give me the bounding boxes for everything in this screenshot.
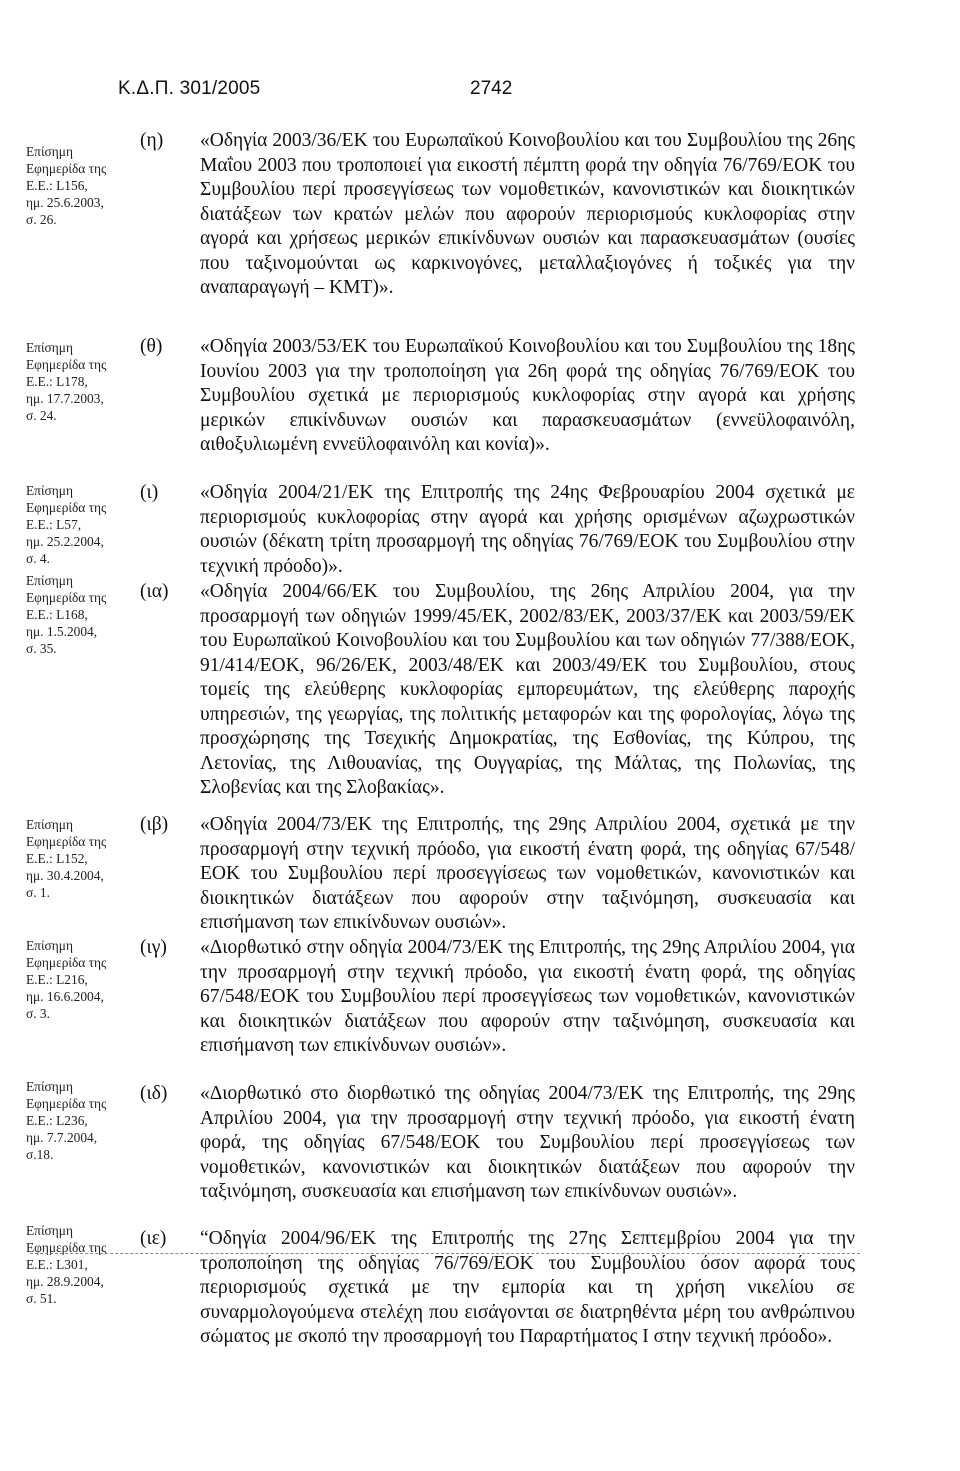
item-label: (ια): [140, 581, 169, 602]
margin-note-line: Ε.Ε.: L152,: [26, 851, 88, 866]
list-item: [140, 335, 855, 458]
list-item: [140, 580, 855, 801]
margin-note: [26, 143, 126, 228]
margin-note-line: σ. 1.: [26, 885, 50, 900]
margin-note-line: ημ. 25.2.2004,: [26, 534, 104, 549]
item-text: «Οδηγία 2003/36/ΕΚ του Ευρωπαϊκού Κοινοβουλίου και του Συμβουλίου της 26ης Μαΐου 2003 που τροποποιεί για εικοστή πέμπτη φορά την οδηγία 76/769/ΕΟΚ του Συμβουλίου περί προσεγγίσεως των νομοθετικών, κανονιστικών και διοικητικών διατάξεων των κρατών μελών που αφορούν περιορισμούς κυκλοφορίας στην αγορά και χρήσεως μερικών επικίνδυνων ουσιών και παρασκευασμάτων (ουσίες που ταξινομούνται ως καρκινογόνες, μεταλλαξιογόνες ή τοξικές για την αναπαραγωγή – ΚΜΤ)».: [200, 130, 855, 298]
margin-note-line: σ. 24.: [26, 408, 57, 423]
item-label: (θ): [140, 336, 163, 357]
list-item: [140, 481, 855, 579]
page-number: 2742: [470, 78, 513, 99]
item-text: “Οδηγία 2004/96/ΕΚ της Επιτροπής της 27ης Σεπτεμβρίου 2004 για την τροποποίηση της οδηγίας 76/769/ΕΟΚ του Συμβουλίου όσον αφορά τους περιορισμούς σχετικά με την εμπορία και τη χρήση νικελίου σε συναρμολογούμενα στελέχη που εισάγονται σε διατρηθέντα μέρη του ανθρώπινου σώματος με σκοπό την προσαρμογή του Παραρτήματος Ι στην τεχνική πρόοδο».: [200, 1228, 855, 1347]
item-label: (ιδ): [140, 1083, 168, 1104]
list-item: [140, 129, 855, 301]
list-item: [140, 813, 855, 936]
margin-note-line: Επίσημη: [26, 340, 73, 355]
margin-note-line: Επίσημη: [26, 817, 73, 832]
margin-note-line: σ.18.: [26, 1147, 54, 1162]
margin-note-line: ημ. 25.6.2003,: [26, 195, 104, 210]
item-label: (ιγ): [140, 937, 167, 958]
margin-note-line: Ε.Ε.: L156,: [26, 178, 88, 193]
margin-note-line: Επίσημη: [26, 573, 73, 588]
item-text: «Οδηγία 2004/73/ΕΚ της Επιτροπής, της 29ης Απριλίου 2004, σχετικά με την προσαρμογή στην τεχνική πρόοδο, για εικοστή ένατη φορά, της οδηγίας 67/548/ΕΟΚ του Συμβουλίου περί προσεγγίσεως των νομοθετικών, κανονιστικών και διοικητικών διατάξεων που αφορούν στην ταξινόμηση, συσκευασία και επισήμανση των επικίνδυνων ουσιών».: [200, 814, 855, 933]
margin-note-line: ημ. 28.9.2004,: [26, 1274, 104, 1289]
item-text: «Οδηγία 2003/53/ΕΚ του Ευρωπαϊκού Κοινοβουλίου και του Συμβουλίου της 18ης Ιουνίου 2003 για την τροποποίηση για 26η φορά της οδηγίας 76/769/ΕΟΚ του Συμβουλίου σχετικά με περιορισμούς κυκλοφορίας στην αγορά και χρήσης μερικών επικίνδυνων ουσιών και παρασκευασμάτων (εννεϋλοφαινόλη, αιθοξυλιωμένη εννεϋλοφαινόλη και κονία)».: [200, 336, 855, 455]
margin-note-line: ημ. 7.7.2004,: [26, 1130, 98, 1145]
margin-note: [26, 1222, 126, 1307]
margin-note-line: Εφημερίδα της: [26, 1096, 107, 1111]
margin-note-line: σ. 51.: [26, 1291, 57, 1306]
margin-note-line: Εφημερίδα της: [26, 357, 107, 372]
margin-note-line: Επίσημη: [26, 1223, 73, 1238]
item-label: (ι): [140, 482, 159, 503]
margin-note-line: ημ. 16.6.2004,: [26, 989, 104, 1004]
item-label: (ιε): [140, 1228, 167, 1249]
margin-note-line: σ. 26.: [26, 212, 57, 227]
margin-note: [26, 482, 126, 567]
list-item: [140, 1227, 855, 1350]
margin-note-line: σ. 4.: [26, 551, 50, 566]
margin-note-line: Εφημερίδα της: [26, 161, 107, 176]
margin-note: [26, 937, 126, 1022]
margin-note: [26, 816, 126, 901]
margin-note-line: Ε.Ε.: L236,: [26, 1113, 88, 1128]
margin-note-line: Επίσημη: [26, 483, 73, 498]
margin-note-line: σ. 3.: [26, 1006, 50, 1021]
margin-note-line: Εφημερίδα της: [26, 590, 107, 605]
item-label: (η): [140, 130, 164, 151]
margin-note-line: ημ. 17.7.2003,: [26, 391, 104, 406]
item-text: «Διορθωτικό στο διορθωτικό της οδηγίας 2004/73/ΕΚ της Επιτροπής, της 29ης Απριλίου 2004, για την προσαρμογή στην τεχνική πρόοδο, για εικοστή ένατη φορά, της οδηγίας 67/548/ΕΟΚ του Συμβουλίου περί προσεγγίσεως των νομοθετικών, κανονιστικών και διοικητικών διατάξεων που αφορούν την ταξινόμηση, συσκευασία και επισήμανση των επικίνδυνων ουσιών».: [200, 1083, 855, 1202]
margin-note-line: Επίσημη: [26, 144, 73, 159]
margin-note-line: σ. 35.: [26, 641, 57, 656]
margin-note-line: Εφημερίδα της: [26, 955, 107, 970]
item-text: «Οδηγία 2004/21/ΕΚ της Επιτροπής της 24ης Φεβρουαρίου 2004 σχετικά με περιορισμούς κυκλοφορίας στην αγορά και χρήσης ορισμένων αζωχρωστικών ουσιών (δέκατη τρίτη προσαρμογή της οδηγίας 76/769/ΕΟΚ του Συμβουλίου στην τεχνική πρόοδο)».: [200, 482, 855, 577]
margin-note: [26, 339, 126, 424]
item-text: «Διορθωτικό στην οδηγία 2004/73/ΕΚ της Επιτροπής, της 29ης Απριλίου 2004, για την προσαρμογή στην τεχνική πρόοδο, για εικοστή ένατη φορά, της οδηγίας 67/548/ΕΟΚ του Συμβουλίου περί προσεγγίσεως των νομοθετικών, κανονιστικών και διοικητικών διατάξεων που αφορούν στην ταξινόμηση, συσκευασία και επισήμανση των επικίνδυνων ουσιών».: [200, 937, 855, 1056]
margin-note-line: Ε.Ε.: L178,: [26, 374, 88, 389]
item-label: (ιβ): [140, 814, 169, 835]
margin-note-line: Ε.Ε.: L168,: [26, 607, 88, 622]
margin-note-line: Εφημερίδα της: [26, 500, 107, 515]
item-text: «Οδηγία 2004/66/ΕΚ του Συμβουλίου, της 26ης Απριλίου 2004, για την προσαρμογή των οδηγιών 1999/45/ΕΚ, 2002/83/ΕΚ, 2003/37/ΕΚ και 2003/59/ΕΚ του Ευρωπαϊκού Κοινοβουλίου και του Συμβουλίου και των οδηγιών 77/388/ΕΟΚ, 91/414/ΕΟΚ, 96/26/ΕΚ, 2003/48/ΕΚ και 2003/49/ΕΚ του Συμβουλίου, στους τομείς της ελεύθερης κυκλοφορίας εμπορευμάτων, της ελεύθερης παροχής υπηρεσιών, της γεωργίας, της πολιτικής μεταφορών και της φορολογίας, λόγω της προσχώρησης της Τσεχικής Δημοκρατίας, της Εσθονίας, της Κύπρου, της Λετονίας, της Λιθουανίας, της Ουγγαρίας, της Μάλτας, της Πολωνίας, της Σλοβενίας και της Σλοβακίας».: [200, 581, 855, 798]
margin-note: [26, 1078, 126, 1163]
margin-note-line: ημ. 30.4.2004,: [26, 868, 104, 883]
margin-note-line: Επίσημη: [26, 1079, 73, 1094]
margin-note-line: ημ. 1.5.2004,: [26, 624, 98, 639]
margin-note-line: Εφημερίδα της: [26, 834, 107, 849]
margin-note-line: Ε.Ε.: L57,: [26, 517, 82, 532]
gazette-reference: Κ.Δ.Π. 301/2005: [118, 78, 261, 99]
margin-note: [26, 572, 126, 657]
list-item: [140, 936, 855, 1059]
margin-note-line: Ε.Ε.: L301,: [26, 1257, 88, 1272]
margin-note-line: Ε.Ε.: L216,: [26, 972, 88, 987]
list-item: [140, 1082, 855, 1205]
margin-note-line: Επίσημη: [26, 938, 73, 953]
margin-note-line: Εφημερίδα της: [26, 1240, 107, 1255]
